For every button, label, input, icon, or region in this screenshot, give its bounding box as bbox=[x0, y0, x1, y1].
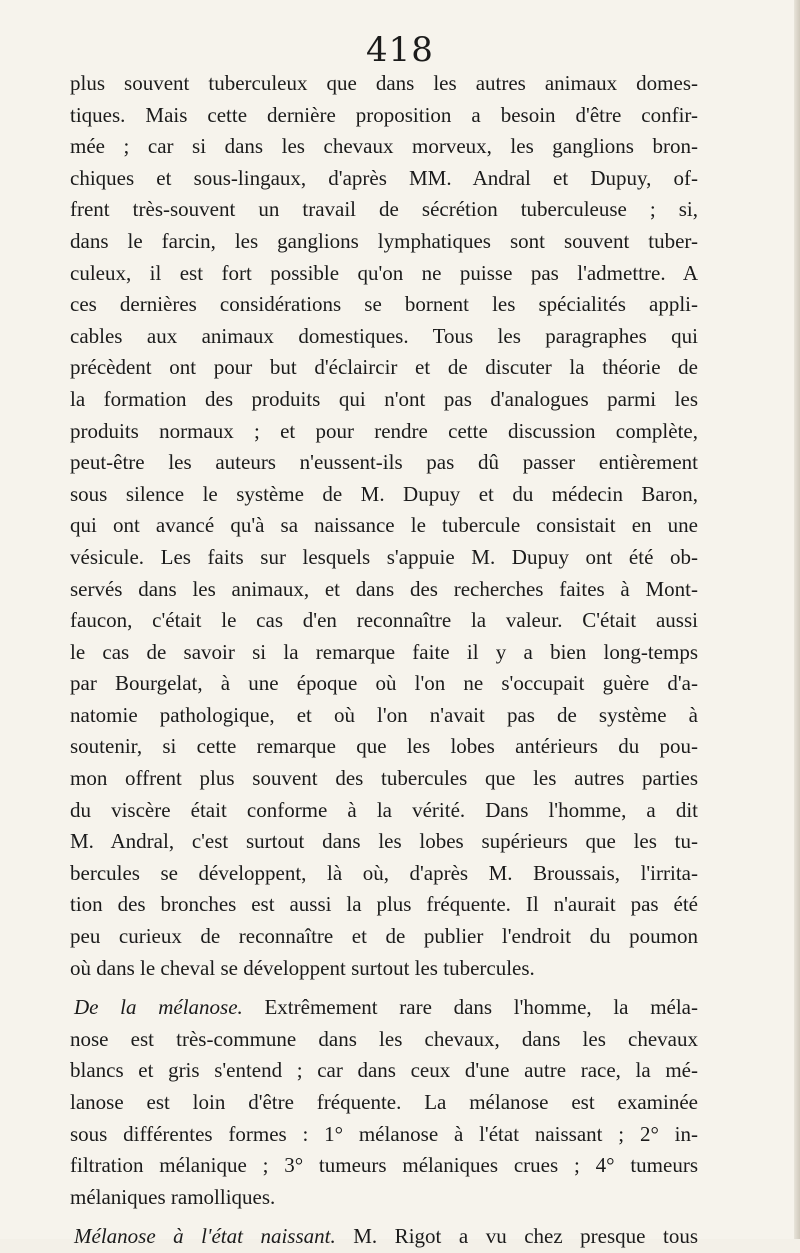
paragraph-tuberculosis bbox=[70, 68, 698, 984]
text-line: tion des bronches est aussi la plus fréquente. Il n'aurait pas été bbox=[70, 892, 698, 917]
line-text: Extrêmement rare dans l'homme, la méla- bbox=[242, 995, 699, 1020]
text-line: par Bourgelat, à une époque où l'on ne s'occupait guère d'a- bbox=[70, 671, 698, 696]
text-line: faucon, c'était le cas d'en reconnaître la valeur. C'était aussi bbox=[70, 608, 698, 633]
text-line: sous différentes formes : 1° mélanose à l'état naissant ; 2° in- bbox=[70, 1121, 698, 1146]
text-line bbox=[70, 1221, 698, 1253]
text-line: peut-être les auteurs n'eussent-ils pas dû passer entièrement bbox=[70, 450, 698, 475]
section-heading-melanose: De la mélanose. bbox=[74, 995, 243, 1020]
text-line: cables aux animaux domestiques. Tous les paragraphes qui bbox=[70, 323, 698, 348]
text-line: précèdent ont pour but d'éclaircir et de discuter la théorie de bbox=[70, 355, 698, 380]
page-number: 418 bbox=[366, 30, 434, 70]
text-line: chiques et sous-lingaux, d'après MM. Andral et Dupuy, of- bbox=[70, 165, 698, 190]
text-line: qui ont avancé qu'à sa naissance le tubercule consistait en une bbox=[70, 513, 698, 538]
text-line: blancs et gris s'entend ; car dans ceux d'une autre race, la mé- bbox=[70, 1058, 698, 1083]
text-line: soutenir, si cette remarque que les lobes antérieurs du pou- bbox=[70, 734, 698, 759]
text-line: vésicule. Les faits sur lesquels s'appuie M. Dupuy ont été ob- bbox=[70, 544, 698, 569]
text-line: mon offrent plus souvent des tubercules que les autres parties bbox=[70, 766, 698, 791]
text-line: servés dans les animaux, et dans des recherches faites à Mont- bbox=[70, 576, 698, 601]
text-line: la formation des produits qui n'ont pas d'analogues parmi les bbox=[70, 386, 698, 411]
page-edge-shadow bbox=[794, 0, 800, 1239]
text-line: filtration mélanique ; 3° tumeurs mélaniques crues ; 4° tumeurs bbox=[70, 1153, 698, 1178]
text-line: tiques. Mais cette dernière proposition a besoin d'être confir- bbox=[70, 102, 698, 127]
text-line: où dans le cheval se développent surtout les tubercules. bbox=[70, 955, 535, 980]
text-line: bercules se développent, là où, d'après M. Broussais, l'irrita- bbox=[70, 860, 698, 885]
text-line: du viscère était conforme à la vérité. Dans l'homme, a dit bbox=[70, 797, 698, 822]
section-heading-melanose-naissant: Mélanose à l'état naissant. bbox=[74, 1224, 336, 1249]
paragraph-melanose bbox=[70, 992, 698, 1213]
line-text: M. Rigot a vu chez presque tous bbox=[335, 1224, 698, 1249]
text-line: culeux, il est fort possible qu'on ne puisse pas l'admettre. A bbox=[70, 260, 698, 285]
text-line bbox=[70, 992, 698, 1024]
text-line: le cas de savoir si la remarque faite il y a bien long-temps bbox=[70, 639, 698, 664]
text-line: natomie pathologique, et où l'on n'avait pas de système à bbox=[70, 702, 698, 727]
body-text bbox=[70, 68, 698, 1253]
text-line: lanose est loin d'être fréquente. La mélanose est examinée bbox=[70, 1090, 698, 1114]
text-line: nose est très-commune dans les chevaux, dans les chevaux bbox=[70, 1026, 698, 1051]
text-line: frent très-souvent un travail de sécrétion tuberculeuse ; si, bbox=[70, 197, 698, 222]
text-line: M. Andral, c'est surtout dans les lobes supérieurs que les tu- bbox=[70, 829, 698, 854]
text-line: produits normaux ; et pour rendre cette discussion complète, bbox=[70, 418, 698, 443]
text-line: mée ; car si dans les chevaux morveux, les ganglions bron- bbox=[70, 134, 698, 159]
text-line: mélaniques ramolliques. bbox=[70, 1184, 276, 1209]
paragraph-melanose-naissant bbox=[70, 1221, 698, 1253]
text-line: peu curieux de reconnaître et de publier l'endroit du poumon bbox=[70, 924, 698, 949]
text-line: sous silence le système de M. Dupuy et du médecin Baron, bbox=[70, 481, 698, 506]
text-line: ces dernières considérations se bornent les spécialités appli- bbox=[70, 292, 698, 317]
text-line: plus souvent tuberculeux que dans les autres animaux domes- bbox=[70, 71, 698, 95]
text-line: dans le farcin, les ganglions lymphatiques sont souvent tuber- bbox=[70, 228, 698, 253]
